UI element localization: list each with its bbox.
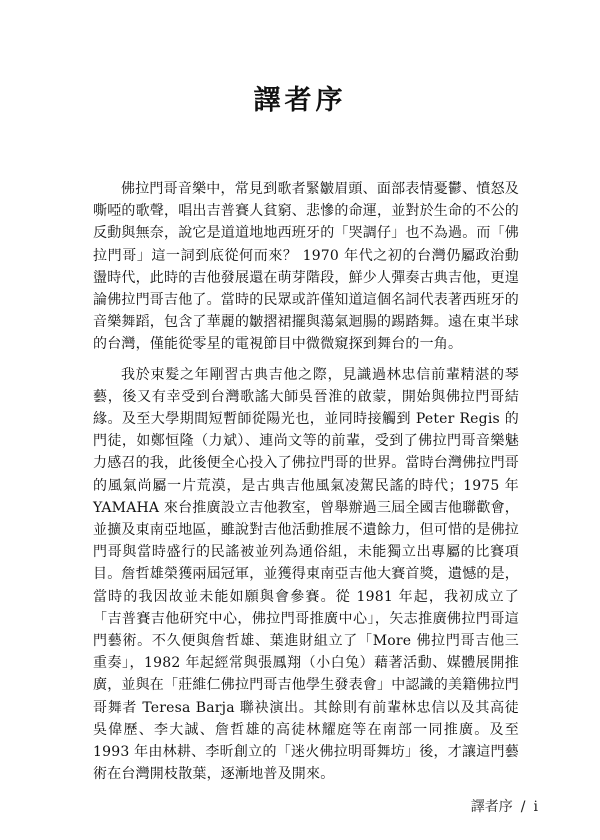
footer-section-label: 譯者序 xyxy=(470,799,513,815)
paragraph-2: 我於束髮之年剛習古典吉他之際，見識過林忠信前輩精湛的琴藝，後又有幸受到台灣歌謠大師吳晉淮的啟蒙，開始與佛拉門哥結緣。及至大學期間短暫師從陽光也，並同時接觸到 Peter Regis 的門徒，如鄭恒隆（力斌）、連尚文等的前輩，受到了佛拉門哥音樂魅力感召的我，此後便全心投入了佛拉門哥的世界。當時台灣佛拉門哥的風氣尚屬一片荒漠，是古典吉他風氣凌駕民謠的時代；1975 年 YAMAHA 來台推廣設立吉他教室，曾舉辦過三屆全國吉他聯歡會，並擴及東南亞地區，雖說對吉他活動推展不遺餘力，但可惜的是佛拉門哥與當時盛行的民謠被並列為通俗組，未能獨立出專屬的比賽項目。詹哲雄榮獲兩屆冠軍，並獲得東南亞吉他大賽首獎，遺憾的是，當時的我因故並未能如願與會參賽。從 1981 年起，我初成立了「吉普賽吉他研究中心，佛拉門哥推廣中心」，矢志推廣佛拉門哥這門藝術。不久便與詹哲雄、葉進財組立了「More 佛拉門哥吉他三重奏」，1982 年起經常與張鳳翔（小白兔）藉著活動、媒體展開推廣，並與在「莊維仁佛拉門哥吉他學生發表會」中認識的美籍佛拉門哥舞者 Teresa Barja 聯袂演出。其餘則有前輩林忠信以及其高徒吳偉歷、李大誠、詹哲雄的高徒林耀庭等在南部一同推廣。及至 1993 年由林耕、李昕創立的「迷火佛拉明哥舞坊」後，才讓這門藝術在台灣開枝散葉，逐漸地普及開來。 xyxy=(93,366,519,783)
paragraph-1: 佛拉門哥音樂中，常見到歌者緊皺眉頭、面部表情憂鬱、憤怒及嘶啞的歌聲，唱出吉普賽人貧窮、悲慘的命運，並對於生命的不公的反動與無奈，說它是道道地地西班牙的「哭調仔」也不為過。而「佛拉門哥」這一詞到底從何而來？ 1970 年代之初的台灣仍屬政治動盪時代，此時的吉他發展還在萌芽階段，鮮少人彈奏古典吉他，更遑論佛拉門哥吉他了。當時的民眾或許僅知道這個名詞代表著西班牙的音樂舞蹈，包含了華麗的皺摺裙擺與蕩氣迴腸的踢踏舞。遠在東半球的台灣，僅能從零星的電視節目中微微窺探到舞台的一角。 xyxy=(93,181,519,353)
page-footer xyxy=(471,796,538,816)
page-title: 譯者序 xyxy=(253,85,347,116)
footer-separator: / xyxy=(520,799,526,815)
page-number: i xyxy=(533,799,538,815)
body-text xyxy=(93,178,519,793)
